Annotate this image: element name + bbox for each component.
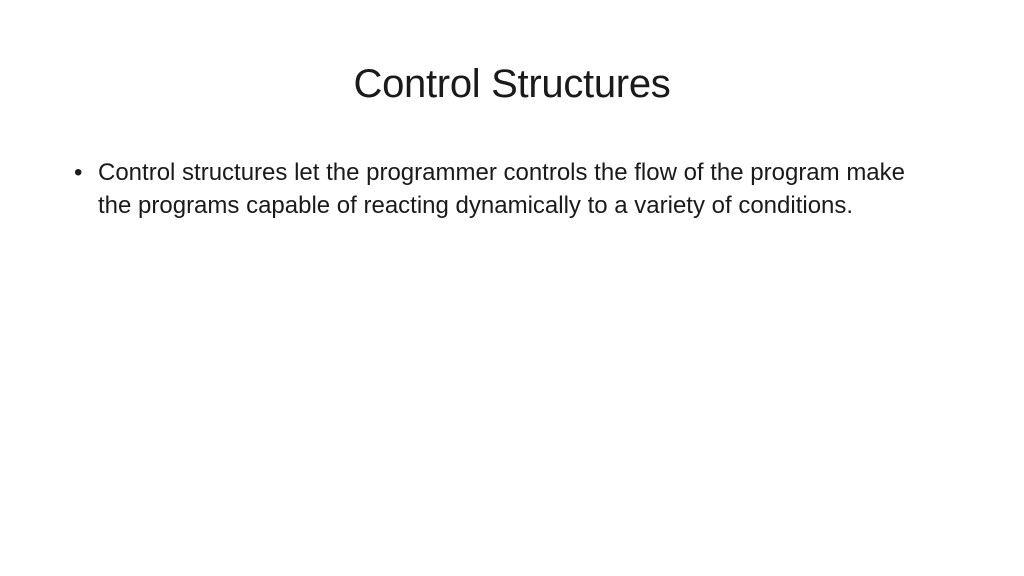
- slide-title: Control Structures: [353, 62, 671, 106]
- bullet-list: [72, 156, 932, 222]
- bullet-marker: •: [74, 159, 83, 186]
- bullet-text: Control structures let the programmer controls the flow of the program make the programs capable of reacting dynamically to a variety of conditions.: [98, 159, 905, 219]
- bullet-item: [72, 156, 932, 222]
